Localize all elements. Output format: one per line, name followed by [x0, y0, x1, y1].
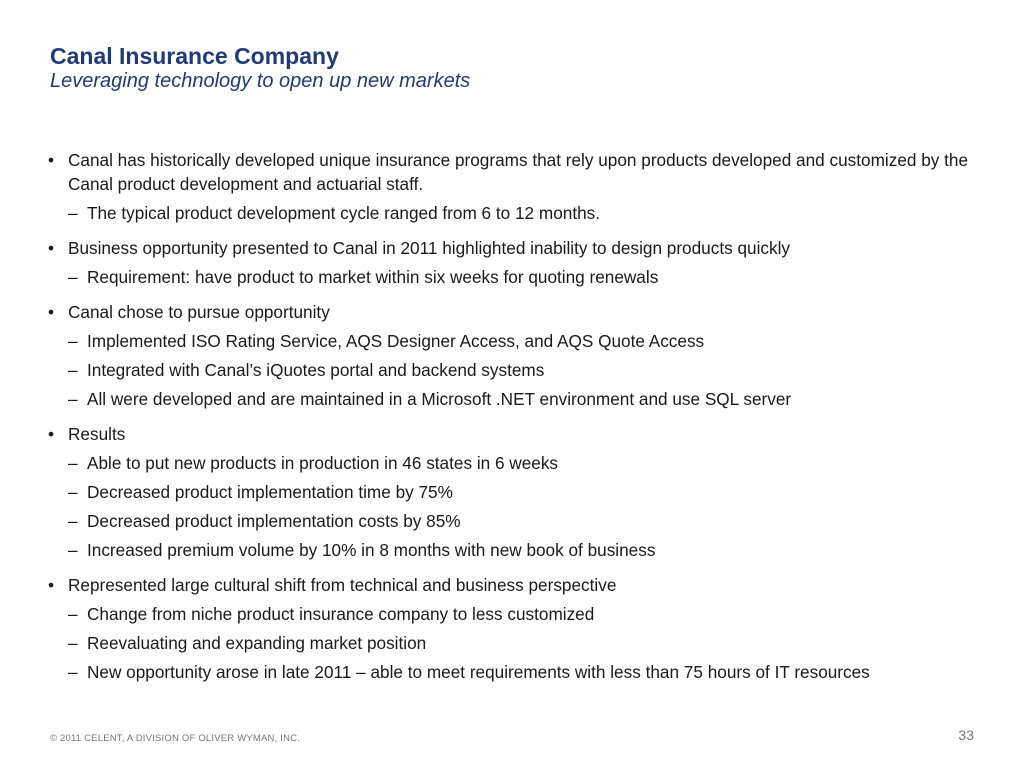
bullet-item	[48, 573, 978, 597]
bullet-marker: •	[48, 302, 55, 322]
dash-marker: –	[68, 662, 78, 682]
dash-marker: –	[68, 604, 78, 624]
copyright-footer: © 2011 CELENT, A DIVISION OF OLIVER WYMAN, INC.	[50, 733, 301, 744]
sub-bullet-item	[48, 509, 978, 533]
sub-bullet-text: New opportunity arose in late 2011 – able to meet requirements with less than 75 hours of IT resources	[87, 662, 870, 682]
sub-bullet-item	[48, 538, 978, 562]
sub-bullet-text: Able to put new products in production in 46 states in 6 weeks	[87, 453, 559, 473]
sub-bullet-text: The typical product development cycle ranged from 6 to 12 months.	[87, 203, 601, 223]
sub-bullet-item	[48, 631, 978, 655]
dash-marker: –	[68, 267, 78, 287]
sub-bullet-text: Reevaluating and expanding market position	[87, 633, 427, 653]
bullet-item	[48, 236, 978, 260]
bullet-text: Business opportunity presented to Canal in 2011 highlighted inability to design products quickly	[68, 238, 791, 258]
sub-bullet-item	[48, 660, 978, 684]
sub-bullet-item	[48, 480, 978, 504]
slide-title: Canal Insurance Company	[50, 43, 339, 69]
sub-bullet-text: Implemented ISO Rating Service, AQS Designer Access, and AQS Quote Access	[87, 331, 705, 351]
sub-bullet-text: Change from niche product insurance company to less customized	[87, 604, 595, 624]
sub-bullet-item	[48, 329, 978, 353]
sub-bullet-text: Integrated with Canal’s iQuotes portal and backend systems	[87, 360, 545, 380]
sub-bullet-text: Increased premium volume by 10% in 8 months with new book of business	[87, 540, 656, 560]
sub-bullet-item	[48, 265, 978, 289]
sub-bullet-item	[48, 451, 978, 475]
bullet-marker: •	[48, 150, 55, 170]
bullet-marker: •	[48, 424, 55, 444]
bullet-text: Canal has historically developed unique insurance programs that rely upon products developed and customized by the Canal product development and actuarial staff.	[68, 150, 969, 194]
dash-marker: –	[68, 331, 78, 351]
sub-bullet-text: All were developed and are maintained in a Microsoft .NET environment and use SQL server	[87, 389, 792, 409]
bullet-text: Results	[68, 424, 126, 444]
bullet-marker: •	[48, 238, 55, 258]
bullet-item	[48, 300, 978, 324]
sub-bullet-text: Decreased product implementation costs by 85%	[87, 511, 461, 531]
bullet-marker: •	[48, 575, 55, 595]
dash-marker: –	[68, 389, 78, 409]
dash-marker: –	[68, 482, 78, 502]
slide-subtitle: Leveraging technology to open up new markets	[50, 70, 471, 92]
dash-marker: –	[68, 360, 78, 380]
bullet-text: Canal chose to pursue opportunity	[68, 302, 330, 322]
dash-marker: –	[68, 203, 78, 223]
dash-marker: –	[68, 540, 78, 560]
sub-bullet-item	[48, 201, 978, 225]
bullet-item	[48, 422, 978, 446]
sub-bullet-text: Decreased product implementation time by 75%	[87, 482, 453, 502]
dash-marker: –	[68, 633, 78, 653]
sub-bullet-item	[48, 602, 978, 626]
dash-marker: –	[68, 511, 78, 531]
bullet-item	[48, 148, 978, 196]
sub-bullet-item	[48, 358, 978, 382]
dash-marker: –	[68, 453, 78, 473]
bullet-list	[48, 148, 978, 684]
sub-bullet-item	[48, 387, 978, 411]
sub-bullet-text: Requirement: have product to market within six weeks for quoting renewals	[87, 267, 659, 287]
bullet-text: Represented large cultural shift from technical and business perspective	[68, 575, 617, 595]
page-number: 33	[958, 727, 974, 743]
